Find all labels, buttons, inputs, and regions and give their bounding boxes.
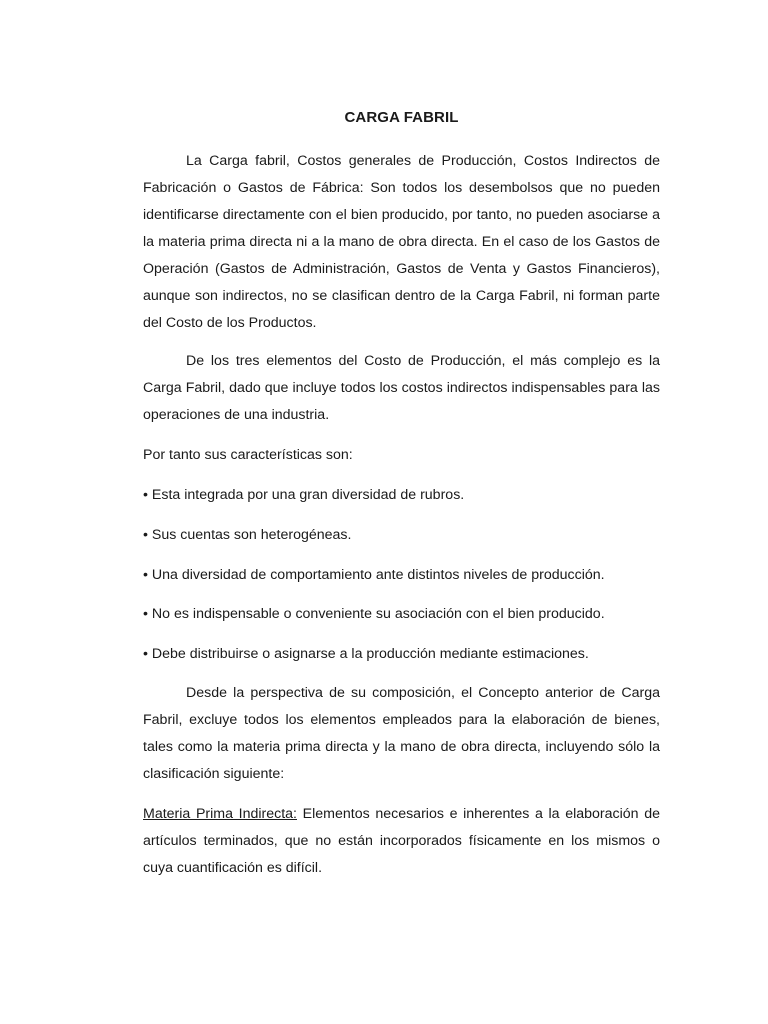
list-item: • No es indispensable o conveniente su asociación con el bien producido. [143,606,605,622]
list-item: • Una diversidad de comportamiento ante distintos niveles de producción. [143,567,605,583]
paragraph-composicion: Desde la perspectiva de su composición, el Concepto anterior de Carga Fabril, excluye todos los elementos empleados para la elaboración de bienes, tales como la materia prima directa y la mano de obra directa, incluyendo sólo la clasificación siguiente: [143,685,660,782]
document-title: CARGA FABRIL [344,109,459,126]
paragraph-carga-fabril-definition: La Carga fabril, Costos generales de Producción, Costos Indirectos de Fabricación o Gastos de Fábrica: Son todos los desembolsos que no pueden identificarse directamente con el bien producido, por tanto, no pueden asociarse a la materia prima directa ni a la mano de obra directa. En el caso de los Gastos de Operación (Gastos de Administración, Gastos de Venta y Gastos Financieros), aunque son indirectos, no se clasifican dentro de la Carga Fabril, ni forman parte del Costo de los Productos. [143,153,660,331]
list-item: • Sus cuentas son heterogéneas. [143,527,352,543]
term-materia-prima-indirecta: Materia Prima Indirecta: [143,806,297,822]
paragraph-elementos-costo: De los tres elementos del Costo de Producción, el más complejo es la Carga Fabril, dado que incluye todos los costos indirectos indispensables para las operaciones de una industria. [143,353,660,423]
definition-materia-prima-indirecta: Elementos necesarios e inherentes a la elaboración de artículos terminados, que no están incorporados físicamente en los mismos o cuya cuantificación es difícil. [143,806,660,876]
list-item: • Debe distribuirse o asignarse a la producción mediante estimaciones. [143,646,589,662]
paragraph-materia-prima-indirecta [143,801,660,882]
characteristics-intro: Por tanto sus características son: [143,447,353,463]
list-item: • Esta integrada por una gran diversidad de rubros. [143,487,465,503]
